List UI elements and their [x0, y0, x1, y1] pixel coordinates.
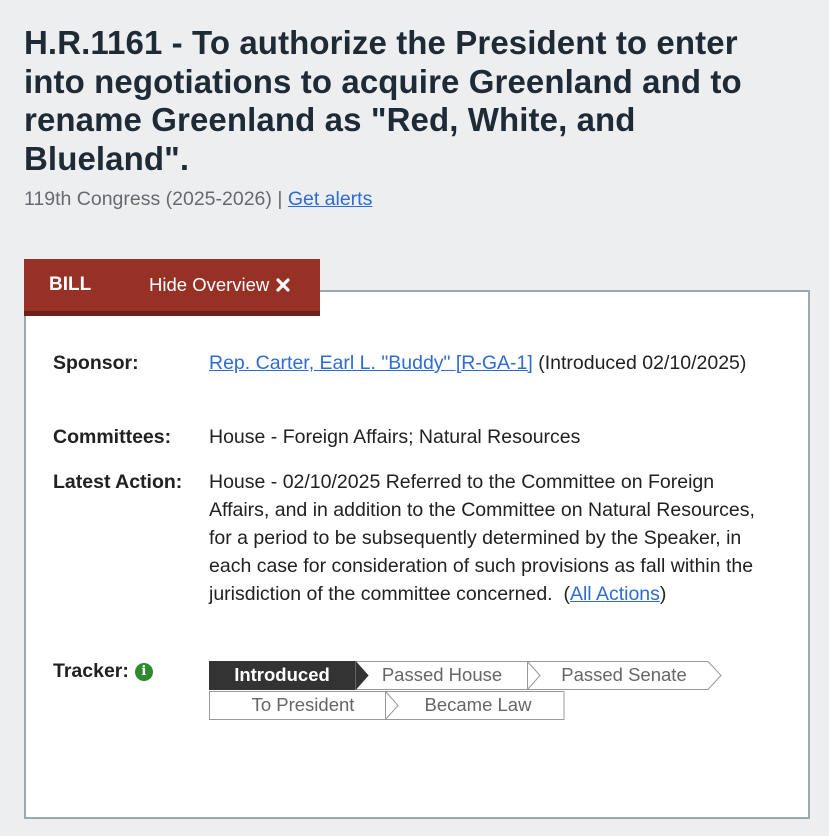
congress-line	[24, 188, 372, 211]
latest-action-label: Latest Action:	[53, 471, 183, 493]
all-actions-link[interactable]: All Actions	[569, 583, 660, 605]
bill-title: H.R.1161 - To authorize the President to enter into negotiations to acquire Greenland and to rename Greenland as "Red, White, and Blueland".	[24, 24, 742, 177]
hide-overview-button[interactable]	[149, 274, 291, 296]
committees-value: House - Foreign Affairs; Natural Resources	[209, 426, 581, 448]
tracker-step-label: Introduced	[234, 664, 330, 685]
committees-label: Committees:	[53, 426, 172, 448]
separator: |	[277, 188, 283, 210]
tracker-label-text: Tracker:	[53, 660, 129, 682]
tracker-step-label: Became Law	[424, 694, 532, 715]
sponsor-label: Sponsor:	[53, 352, 139, 374]
overview-tab-bar	[24, 259, 320, 316]
tracker-step-introduced	[209, 661, 369, 689]
tracker-step-passed-senate	[527, 661, 723, 689]
sponsor-value	[209, 349, 769, 377]
close-icon	[275, 277, 291, 293]
tracker-step-label: Passed House	[381, 664, 503, 685]
tracker-label	[53, 657, 153, 685]
tracker-step-to-president	[209, 691, 399, 719]
hide-overview-label: Hide Overview	[149, 274, 270, 295]
info-icon[interactable]: i	[135, 663, 153, 681]
all-actions-paren-close: )	[659, 583, 667, 605]
all-actions-paren-open: (	[563, 583, 570, 605]
tracker-step-became-law	[385, 691, 565, 719]
latest-action-value	[209, 468, 764, 608]
bill-tab-label: BILL	[49, 274, 92, 295]
tracker-step-passed-house	[355, 661, 535, 689]
sponsor-introduced: (Introduced 02/10/2025)	[538, 352, 747, 374]
congress-session: 119th Congress (2025-2026)	[24, 188, 272, 210]
tracker-step-label: Passed Senate	[561, 664, 687, 685]
latest-action-text: House - 02/10/2025 Referred to the Committee on Foreign Affairs, and in addition to the Committee on Natural Resources, for a period to be subsequently determined by the Speaker, in each case for consideration of such provisions as fall within the jurisdiction of the committee concerned.	[209, 471, 755, 605]
get-alerts-link[interactable]: Get alerts	[287, 188, 373, 210]
sponsor-link[interactable]: Rep. Carter, Earl L. "Buddy" [R-GA-1]	[209, 352, 533, 374]
tracker-step-label: To President	[251, 694, 355, 715]
